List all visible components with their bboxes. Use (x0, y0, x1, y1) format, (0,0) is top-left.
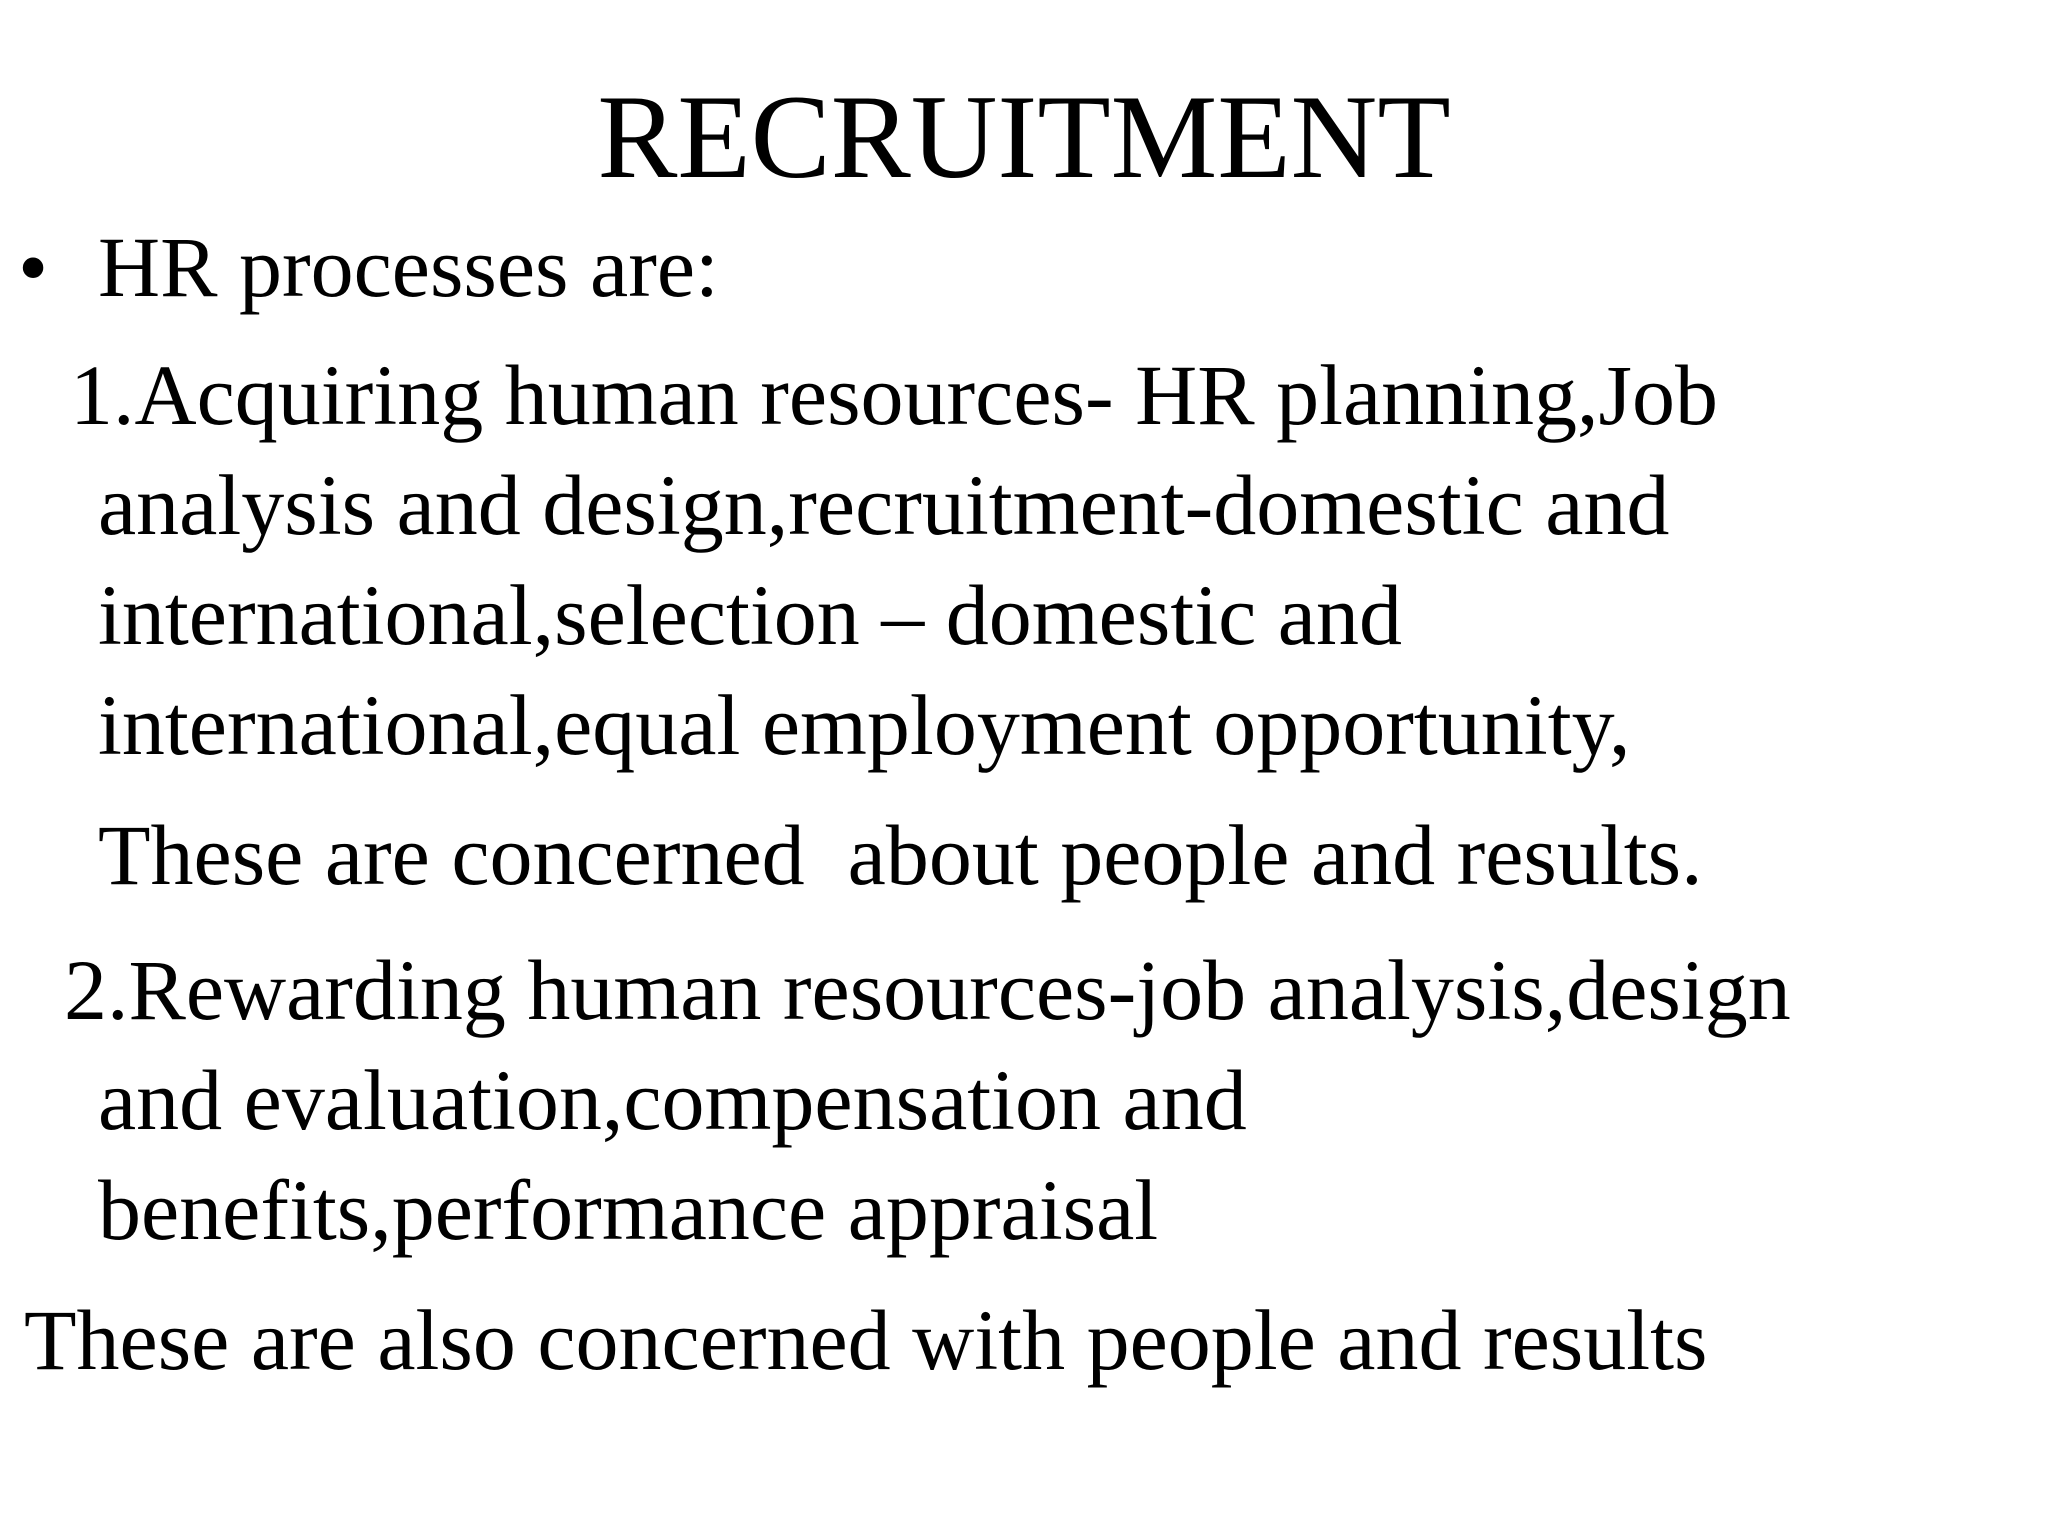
closing-text: These are also concerned with people and results (24, 1292, 1708, 1388)
item2-line-3: benefits,performance appraisal (98, 1162, 1159, 1258)
item1-line-4: international,equal employment opportunity, (98, 677, 1631, 773)
bullet-text: HR processes are: (98, 219, 719, 315)
item1-note: These are concerned about people and results. (98, 807, 1703, 903)
item1-line-1: 1.Acquiring human resources- HR planning,Job (70, 347, 1719, 443)
item1-line-3: international,selection – domestic and (98, 567, 1402, 663)
bullet-icon: • (18, 219, 49, 315)
item1-line-2: analysis and design,recruitment-domestic and (98, 457, 1670, 553)
item2-line-1: 2.Rewarding human resources-job analysis,design (64, 942, 1791, 1038)
item2-line-2: and evaluation,compensation and (98, 1052, 1247, 1148)
slide-title: RECRUITMENT (597, 70, 1451, 203)
